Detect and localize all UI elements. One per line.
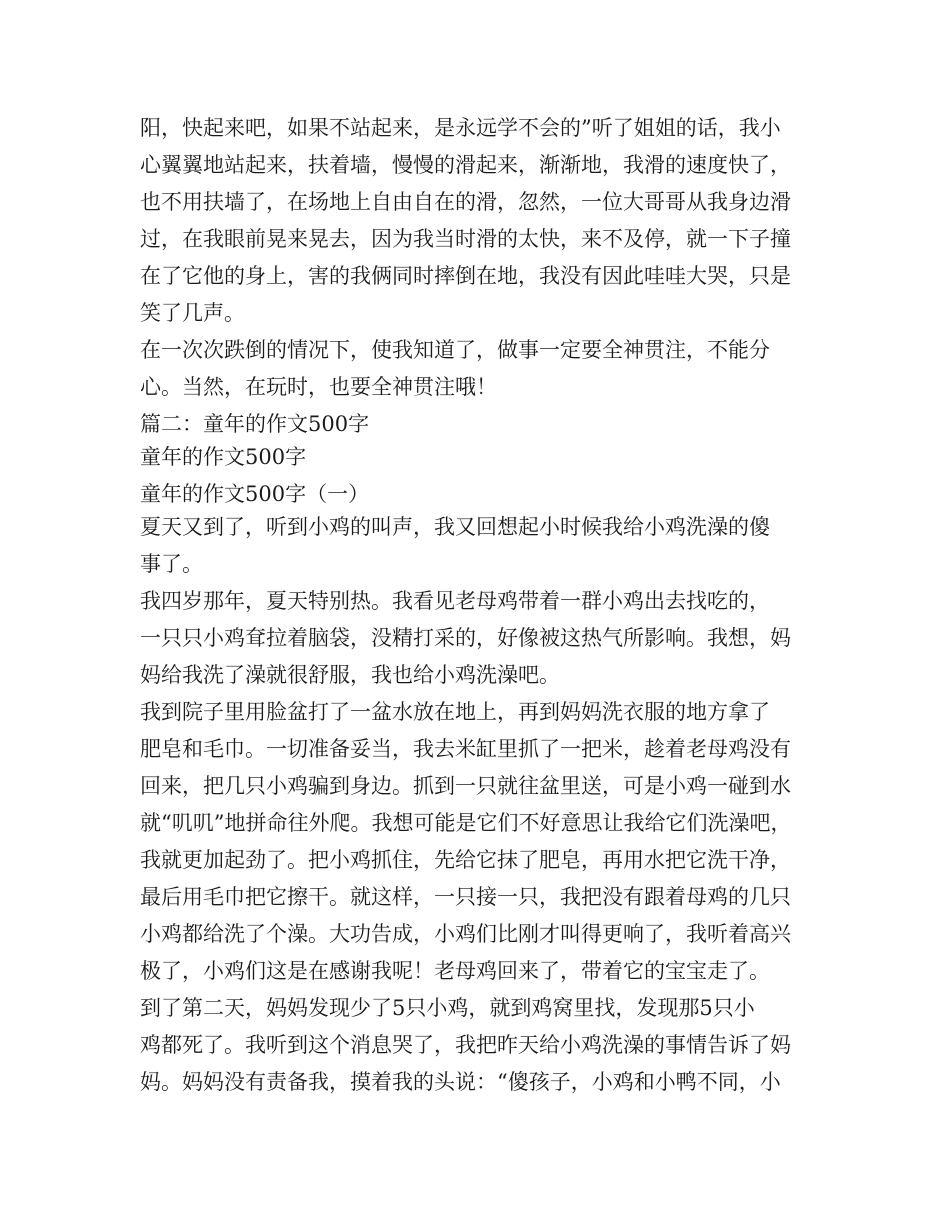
text-line: 在一次次跌倒的情况下，使我知道了，做事一定要全神贯注，不能分	[140, 338, 770, 362]
text-line: 极了，小鸡们这是在感谢我呢！老母鸡回来了，带着它的宝宝走了。	[140, 959, 770, 983]
text-line: 我四岁那年，夏天特别热。我看见老母鸡带着一群小鸡出去找吃的，	[140, 589, 770, 613]
text-line: 妈。妈妈没有责备我，摸着我的头说：“傻孩子，小鸡和小鸭不同，小	[140, 1070, 781, 1094]
article-title: 童年的作文500字	[140, 445, 307, 469]
text-line: 一只只小鸡耷拉着脑袋，没精打采的，好像被这热气所影响。我想，妈	[140, 626, 791, 650]
text-line: 笑了几声。	[140, 301, 245, 325]
article-subtitle: 童年的作文500字（一）	[140, 482, 370, 506]
text-line: 就“叽叽”地拼命往外爬。我想可能是它们不好意思让我给它们洗澡吧，	[140, 811, 792, 835]
text-line: 到了第二天，妈妈发现少了5只小鸡，就到鸡窝里找，发现那5只小	[140, 996, 755, 1020]
text-line: 肥皂和毛巾。一切准备妥当，我去米缸里抓了一把米，趁着老母鸡没有	[140, 737, 791, 761]
text-line: 我到院子里用脸盆打了一盆水放在地上，再到妈妈洗衣服的地方拿了	[140, 700, 770, 724]
text-line: 夏天又到了，听到小鸡的叫声，我又回想起小时候我给小鸡洗澡的傻	[140, 515, 770, 539]
text-line: 过，在我眼前晃来晃去，因为我当时滑的太快，来不及停，就一下子撞	[140, 227, 791, 251]
text-line: 最后用毛巾把它擦干。就这样，一只接一只，我把没有跟着母鸡的几只	[140, 885, 791, 909]
text-line: 也不用扶墙了，在场地上自由自在的滑，忽然，一位大哥哥从我身边滑	[140, 190, 791, 214]
text-line: 回来，把几只小鸡骗到身边。抓到一只就往盆里送，可是小鸡一碰到水	[140, 774, 791, 798]
text-line: 小鸡都给洗了个澡。大功告成，小鸡们比刚才叫得更响了，我听着高兴	[140, 922, 791, 946]
text-line: 阳，快起来吧，如果不站起来，是永远学不会的”听了姐姐的话，我小	[140, 116, 781, 140]
text-line: 妈给我洗了澡就很舒服，我也给小鸡洗澡吧。	[140, 663, 560, 687]
text-line: 事了。	[140, 552, 203, 576]
text-line: 我就更加起劲了。把小鸡抓住，先给它抹了肥皂，再用水把它洗干净，	[140, 848, 791, 872]
section-heading: 篇二：童年的作文500字	[140, 412, 370, 436]
text-line: 心。当然，在玩时，也要全神贯注哦！	[140, 375, 497, 399]
text-line: 在了它他的身上，害的我俩同时摔倒在地，我没有因此哇哇大哭，只是	[140, 264, 791, 288]
text-line: 心翼翼地站起来，扶着墙，慢慢的滑起来，渐渐地，我滑的速度快了，	[140, 153, 791, 177]
text-line: 鸡都死了。我听到这个消息哭了，我把昨天给小鸡洗澡的事情告诉了妈	[140, 1033, 791, 1057]
